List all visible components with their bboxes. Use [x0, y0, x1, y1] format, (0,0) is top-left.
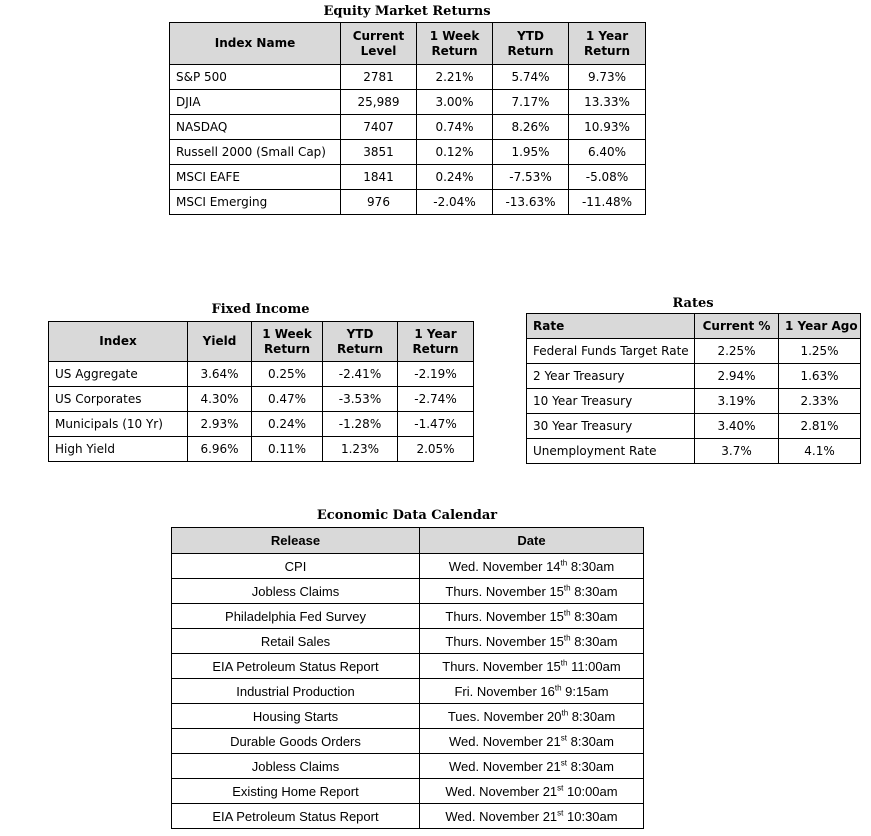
rates-body — [527, 339, 861, 464]
column-header: Current % — [695, 314, 779, 339]
release-name: Philadelphia Fed Survey — [172, 604, 420, 629]
row-value: 25,989 — [341, 90, 417, 115]
row-value: 2.93% — [188, 412, 252, 437]
row-value: 4.30% — [188, 387, 252, 412]
date-ordinal-suffix: st — [560, 758, 567, 768]
release-date — [420, 779, 644, 804]
column-header: Release — [172, 528, 420, 554]
release-name: Retail Sales — [172, 629, 420, 654]
row-label: High Yield — [49, 437, 188, 462]
table-row — [49, 412, 474, 437]
date-ordinal-suffix: th — [560, 558, 568, 568]
release-date — [420, 804, 644, 829]
row-label: Municipals (10 Yr) — [49, 412, 188, 437]
row-value: -11.48% — [569, 190, 646, 215]
row-label: MSCI EAFE — [170, 165, 341, 190]
row-value: 6.40% — [569, 140, 646, 165]
table-row — [527, 414, 861, 439]
date-ordinal-suffix: th — [563, 633, 571, 643]
table-row — [527, 439, 861, 464]
date-text: Thurs. November 15 — [442, 658, 561, 674]
fixed-income-header-row — [49, 322, 474, 362]
column-header-line2: Level — [360, 43, 397, 58]
fixed-income-table — [48, 321, 474, 462]
row-value: 1.25% — [779, 339, 861, 364]
row-value: 3.64% — [188, 362, 252, 387]
date-time: 10:30am — [563, 808, 618, 824]
equity-table — [169, 22, 646, 215]
column-header — [341, 23, 417, 65]
column-header — [188, 322, 252, 362]
row-value: 2.05% — [398, 437, 474, 462]
release-name: Housing Starts — [172, 704, 420, 729]
table-row — [172, 729, 644, 754]
table-row — [172, 804, 644, 829]
row-value: 0.25% — [252, 362, 323, 387]
row-label: DJIA — [170, 90, 341, 115]
release-name: CPI — [172, 554, 420, 579]
row-value: 0.12% — [417, 140, 493, 165]
row-label: US Corporates — [49, 387, 188, 412]
row-value: 2.33% — [779, 389, 861, 414]
row-value: 5.74% — [493, 65, 569, 90]
row-label: Unemployment Rate — [527, 439, 695, 464]
row-value: -2.41% — [323, 362, 398, 387]
row-value: 2.25% — [695, 339, 779, 364]
column-header-line1: 1 Year — [585, 28, 629, 43]
row-value: 7.17% — [493, 90, 569, 115]
column-header — [170, 23, 341, 65]
row-value: 3.19% — [695, 389, 779, 414]
table-row — [172, 629, 644, 654]
date-time: 10:00am — [563, 783, 618, 799]
row-value: 13.33% — [569, 90, 646, 115]
row-value: 1.63% — [779, 364, 861, 389]
table-row — [172, 579, 644, 604]
table-row — [527, 364, 861, 389]
table-row — [172, 554, 644, 579]
date-time: 8:30am — [570, 633, 618, 649]
row-value: -2.04% — [417, 190, 493, 215]
table-row — [170, 190, 646, 215]
row-value: -2.74% — [398, 387, 474, 412]
row-label: NASDAQ — [170, 115, 341, 140]
row-value: 3.40% — [695, 414, 779, 439]
date-text: Wed. November 21 — [449, 758, 561, 774]
table-row — [49, 387, 474, 412]
date-text: Tues. November 20 — [447, 708, 562, 724]
release-date — [420, 679, 644, 704]
date-ordinal-suffix: th — [563, 608, 571, 618]
release-date — [420, 604, 644, 629]
release-date — [420, 754, 644, 779]
column-header-line1: 1 Year — [414, 326, 457, 341]
release-name: Existing Home Report — [172, 779, 420, 804]
row-value: 0.24% — [417, 165, 493, 190]
table-row — [527, 339, 861, 364]
rates-table — [526, 313, 861, 464]
release-date — [420, 704, 644, 729]
equity-title: Equity Market Returns — [323, 4, 491, 19]
table-row — [527, 389, 861, 414]
row-value: 0.11% — [252, 437, 323, 462]
table-row — [49, 437, 474, 462]
row-label: S&P 500 — [170, 65, 341, 90]
column-header — [398, 322, 474, 362]
economic-calendar-table — [171, 527, 644, 829]
row-value: -3.53% — [323, 387, 398, 412]
release-name: Industrial Production — [172, 679, 420, 704]
row-value: 0.24% — [252, 412, 323, 437]
date-time: 8:30am — [567, 558, 615, 574]
row-value: 9.73% — [569, 65, 646, 90]
row-value: 2781 — [341, 65, 417, 90]
rates-header-row — [527, 314, 861, 339]
column-header-line2: Return — [336, 341, 384, 356]
row-label: 10 Year Treasury — [527, 389, 695, 414]
column-header-line2: Return — [583, 43, 631, 58]
table-row — [172, 604, 644, 629]
release-name: EIA Petroleum Status Report — [172, 804, 420, 829]
row-label: 2 Year Treasury — [527, 364, 695, 389]
fixed-income-body — [49, 362, 474, 462]
table-row — [172, 654, 644, 679]
date-ordinal-suffix: th — [560, 658, 568, 668]
column-header-line1: 1 Week — [429, 28, 480, 43]
fixed-income-title: Fixed Income — [211, 302, 310, 317]
table-row — [172, 704, 644, 729]
release-date — [420, 654, 644, 679]
column-header-line2: Return — [431, 43, 478, 58]
release-name: Jobless Claims — [172, 579, 420, 604]
column-header: Date — [420, 528, 644, 554]
column-header — [569, 23, 646, 65]
column-header-line1: YTD — [346, 326, 374, 341]
release-date — [420, 554, 644, 579]
date-text: Wed. November 21 — [445, 808, 558, 824]
date-text: Wed. November 21 — [445, 783, 558, 799]
equity-body — [170, 65, 646, 215]
column-header — [49, 322, 188, 362]
date-text: Fri. November 16 — [454, 683, 555, 699]
economic-calendar-title: Economic Data Calendar — [316, 508, 498, 523]
row-value: 0.74% — [417, 115, 493, 140]
table-row — [170, 140, 646, 165]
row-label: Russell 2000 (Small Cap) — [170, 140, 341, 165]
row-value: 976 — [341, 190, 417, 215]
row-value: -2.19% — [398, 362, 474, 387]
date-time: 8:30am — [567, 758, 614, 774]
date-text: Wed. November 21 — [449, 733, 561, 749]
date-ordinal-suffix: st — [557, 808, 564, 818]
release-date — [420, 629, 644, 654]
date-time: 8:30am — [568, 708, 616, 724]
table-row — [170, 90, 646, 115]
row-label: US Aggregate — [49, 362, 188, 387]
row-value: 4.1% — [779, 439, 861, 464]
row-value: 1841 — [341, 165, 417, 190]
date-time: 8:30am — [567, 733, 614, 749]
row-value: 6.96% — [188, 437, 252, 462]
table-row — [170, 165, 646, 190]
date-ordinal-suffix: st — [560, 733, 567, 743]
date-time: 8:30am — [570, 608, 618, 624]
release-date — [420, 729, 644, 754]
date-ordinal-suffix: th — [563, 583, 571, 593]
economic-calendar-body — [172, 554, 644, 829]
column-header-line1: Current — [352, 28, 405, 43]
row-value: -1.28% — [323, 412, 398, 437]
row-value: 2.81% — [779, 414, 861, 439]
column-header — [252, 322, 323, 362]
row-value: 1.95% — [493, 140, 569, 165]
date-time: 11:00am — [567, 658, 621, 674]
column-header-line1: YTD — [517, 28, 544, 43]
row-value: -5.08% — [569, 165, 646, 190]
date-text: Thurs. November 15 — [445, 608, 564, 624]
table-row — [172, 679, 644, 704]
equity-header-row — [170, 23, 646, 65]
column-header-line2: Return — [507, 43, 554, 58]
row-label: Federal Funds Target Rate — [527, 339, 695, 364]
column-header — [493, 23, 569, 65]
date-ordinal-suffix: st — [557, 783, 564, 793]
column-header-line1: 1 Week — [262, 326, 312, 341]
date-ordinal-suffix: th — [561, 708, 569, 718]
column-header-line2: Return — [412, 341, 459, 356]
release-date — [420, 579, 644, 604]
release-name: Durable Goods Orders — [172, 729, 420, 754]
table-row — [170, 65, 646, 90]
table-row — [170, 115, 646, 140]
row-value: -1.47% — [398, 412, 474, 437]
row-value: 7407 — [341, 115, 417, 140]
row-label: 30 Year Treasury — [527, 414, 695, 439]
release-name: EIA Petroleum Status Report — [172, 654, 420, 679]
column-header — [417, 23, 493, 65]
row-value: 3.7% — [695, 439, 779, 464]
row-value: -7.53% — [493, 165, 569, 190]
table-row — [172, 779, 644, 804]
rates-title: Rates — [672, 296, 714, 311]
column-header: Rate — [527, 314, 695, 339]
row-value: 2.94% — [695, 364, 779, 389]
row-value: 0.47% — [252, 387, 323, 412]
table-row — [172, 754, 644, 779]
row-value: 1.23% — [323, 437, 398, 462]
row-label: MSCI Emerging — [170, 190, 341, 215]
column-header-line2: Return — [263, 341, 311, 356]
date-time: 8:30am — [570, 583, 618, 599]
date-time: 9:15am — [561, 683, 609, 699]
column-header-line1: Index — [99, 334, 137, 348]
column-header-line1: Yield — [202, 334, 237, 348]
date-ordinal-suffix: th — [554, 683, 562, 693]
row-value: 3851 — [341, 140, 417, 165]
release-name: Jobless Claims — [172, 754, 420, 779]
date-text: Thurs. November 15 — [445, 583, 564, 599]
date-text: Thurs. November 15 — [445, 633, 564, 649]
date-text: Wed. November 14 — [448, 558, 561, 574]
table-row — [49, 362, 474, 387]
column-header — [323, 322, 398, 362]
row-value: 8.26% — [493, 115, 569, 140]
row-value: 2.21% — [417, 65, 493, 90]
column-header: 1 Year Ago — [779, 314, 861, 339]
row-value: -13.63% — [493, 190, 569, 215]
row-value: 10.93% — [569, 115, 646, 140]
row-value: 3.00% — [417, 90, 493, 115]
column-header-line1: Index Name — [214, 36, 296, 50]
economic-calendar-header-row — [172, 528, 644, 554]
